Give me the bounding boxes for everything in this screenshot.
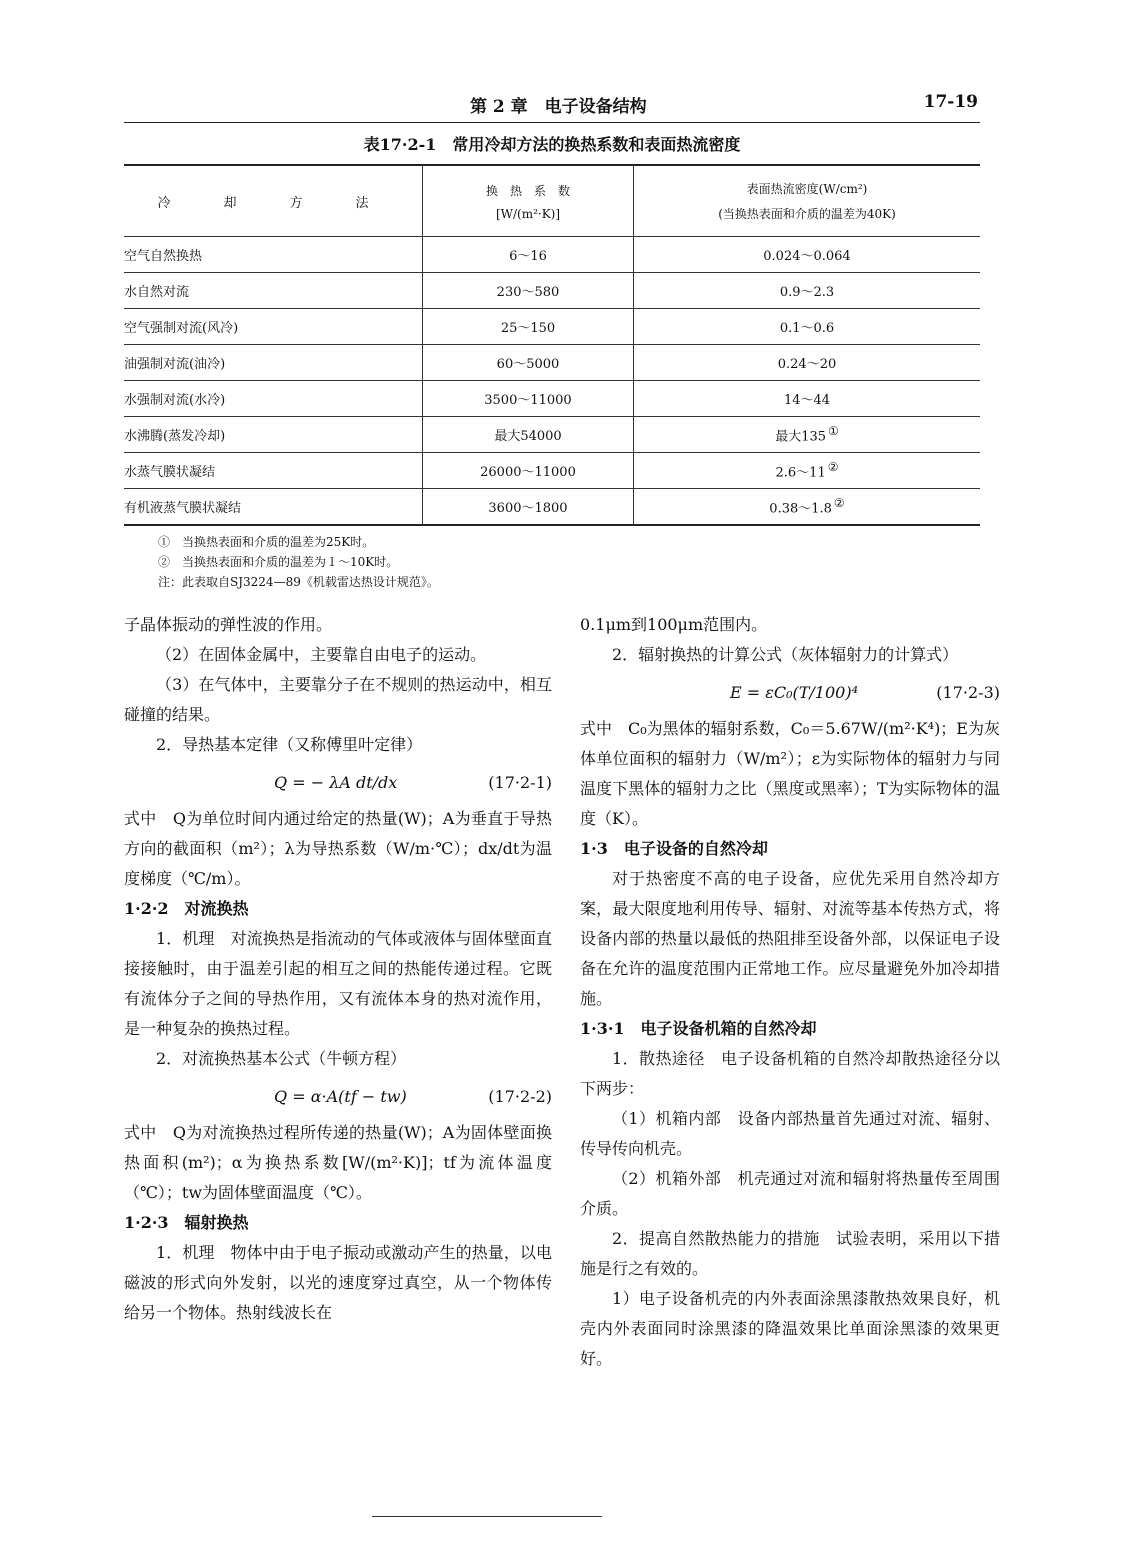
cell-coefficient: 最大54000 bbox=[423, 417, 634, 453]
cell-flux bbox=[634, 417, 981, 453]
cell-coefficient: 25～150 bbox=[423, 309, 634, 345]
header-method: 冷 却 方 法 bbox=[124, 165, 423, 237]
paragraph: （3）在气体中，主要靠分子在不规则的热运动中，相互碰撞的结果。 bbox=[124, 675, 552, 724]
cell-method: 水强制对流(水冷) bbox=[124, 381, 423, 417]
equation-number: (17·2-2) bbox=[488, 1087, 552, 1106]
chapter-title: 第 2 章 电子设备结构 bbox=[470, 97, 647, 117]
paragraph: 1．机理 对流换热是指流动的气体或液体与固体壁面直接接触时，由于温差引起的相互之间的热能传递过程。它既有流体分子之间的导热作用，又有流体本身的热对流作用，是一种复杂的换热过程。 bbox=[124, 929, 552, 1038]
cell-method: 水自然对流 bbox=[124, 273, 423, 309]
formula-expression: Q = − λA dt/dx bbox=[274, 773, 398, 792]
cell-method: 有机液蒸气膜状凝结 bbox=[124, 489, 423, 526]
paragraph: 1．机理 物体中由于电子振动或激动产生的热量，以电磁波的形式向外发射，以光的速度穿过真空，从一个物体传给另一个物体。热射线波长在 bbox=[124, 1243, 552, 1322]
flux-value: 0.024～0.064 bbox=[763, 249, 851, 264]
table-row bbox=[124, 309, 980, 345]
table-row bbox=[124, 489, 980, 526]
cell-method: 油强制对流(油冷) bbox=[124, 345, 423, 381]
flux-value: 14～44 bbox=[783, 393, 831, 408]
paragraph: 1）电子设备机壳的内外表面涂黑漆散热效果良好，机壳内外表面同时涂黑漆的降温效果比单面涂黑漆的效果更好。 bbox=[580, 1289, 1000, 1368]
cell-flux bbox=[634, 489, 981, 526]
page-number: 17-19 bbox=[923, 92, 978, 112]
formula-fourier bbox=[124, 764, 552, 800]
equation-number: (17·2-3) bbox=[936, 683, 1000, 702]
footnote-mark: ② bbox=[827, 460, 839, 475]
table-header-row bbox=[124, 165, 980, 237]
footnote-mark: ② bbox=[833, 496, 845, 511]
flux-value: 0.24～20 bbox=[777, 357, 837, 372]
flux-value: 0.38～1.8 bbox=[769, 501, 832, 517]
table-row bbox=[124, 237, 980, 273]
paragraph: （2）机箱外部 机壳通过对流和辐射将热量传至周围介质。 bbox=[580, 1169, 1000, 1218]
cell-coefficient: 230～580 bbox=[423, 273, 634, 309]
header-coefficient-unit: [W/(m²·K)] bbox=[495, 206, 561, 221]
formula-radiation bbox=[580, 674, 1000, 710]
cell-method: 空气强制对流(风冷) bbox=[124, 309, 423, 345]
paragraph: 2．提高自然散热能力的措施 试验表明，采用以下措施是行之有效的。 bbox=[580, 1229, 1000, 1278]
cell-coefficient: 60～5000 bbox=[423, 345, 634, 381]
formula-newton bbox=[124, 1078, 552, 1114]
table-row bbox=[124, 273, 980, 309]
section-heading: 1·3·1 电子设备机箱的自然冷却 bbox=[580, 1019, 817, 1038]
flux-value: 0.1～0.6 bbox=[779, 321, 835, 336]
formula-expression: Q = α·A(tf − tw) bbox=[274, 1087, 407, 1106]
right-column bbox=[580, 610, 1000, 1374]
paragraph: 2．辐射换热的计算公式（灰体辐射力的计算式） bbox=[612, 645, 959, 664]
equation-number: (17·2-1) bbox=[488, 773, 552, 792]
section-heading: 1·2·3 辐射换热 bbox=[124, 1213, 249, 1232]
section-heading: 1·2·2 对流换热 bbox=[124, 899, 249, 918]
cell-flux bbox=[634, 237, 981, 273]
section-heading: 1·3 电子设备的自然冷却 bbox=[580, 839, 768, 858]
cell-coefficient: 3500～11000 bbox=[423, 381, 634, 417]
paragraph: （2）在固体金属中，主要靠自由电子的运动。 bbox=[156, 645, 487, 664]
cooling-table bbox=[124, 164, 980, 526]
flux-value: 2.6～11 bbox=[775, 465, 826, 481]
cell-flux bbox=[634, 273, 981, 309]
paragraph: 1．散热途径 电子设备机箱的自然冷却散热途径分以下两步： bbox=[580, 1049, 1000, 1098]
paragraph: 子晶体振动的弹性波的作用。 bbox=[124, 615, 333, 634]
cell-flux bbox=[634, 381, 981, 417]
paragraph: 式中 C₀为黑体的辐射系数，C₀＝5.67W/(m²·K⁴)；E为灰体单位面积的辐射力（W/m²）；ε为实际物体的辐射力与同温度下黑体的辐射力之比（黑度或黑率）；T为实际物体的温度（K）。 bbox=[580, 719, 1000, 828]
cell-method: 水蒸气膜状凝结 bbox=[124, 453, 423, 489]
paragraph: 对于热密度不高的电子设备，应优先采用自然冷却方案，最大限度地利用传导、辐射、对流等基本传热方式，将设备内部的热量以最低的热阻排至设备外部，以保证电子设备在允许的温度范围内正常地工作。应尽量避免外加冷却措施。 bbox=[580, 869, 1000, 1008]
cell-coefficient: 3600～1800 bbox=[423, 489, 634, 526]
header-flux bbox=[634, 165, 981, 237]
bottom-divider bbox=[372, 1516, 602, 1517]
paragraph: 2．导热基本定律（又称傅里叶定律） bbox=[156, 735, 423, 754]
paragraph: （1）机箱内部 设备内部热量首先通过对流、辐射、传导传向机壳。 bbox=[580, 1109, 1000, 1158]
cell-method: 空气自然换热 bbox=[124, 237, 423, 273]
table-source-note: 注：此表取自SJ3224—89《机载雷达热设计规范》。 bbox=[158, 575, 439, 589]
cell-flux bbox=[634, 453, 981, 489]
header-flux-note: (当换热表面和介质的温差为40K) bbox=[718, 207, 896, 221]
table-row bbox=[124, 417, 980, 453]
cell-flux bbox=[634, 345, 981, 381]
cell-coefficient: 6～16 bbox=[423, 237, 634, 273]
header-coefficient bbox=[423, 165, 634, 237]
table-footnote-2: ② 当换热表面和介质的温差为１～10K时。 bbox=[158, 555, 399, 569]
table-footnote-1: ① 当换热表面和介质的温差为25K时。 bbox=[158, 535, 375, 549]
footnote-mark: ① bbox=[828, 424, 839, 439]
table-row bbox=[124, 381, 980, 417]
table-notes bbox=[158, 532, 439, 592]
paragraph: 式中 Q为单位时间内通过给定的热量(W)；A为垂直于导热方向的截面积（m²）；λ为导热系数（W/m·℃）；dx/dt为温度梯度（℃/m）。 bbox=[124, 809, 552, 888]
paragraph: 2．对流换热基本公式（牛顿方程） bbox=[156, 1049, 407, 1068]
cell-coefficient: 26000～11000 bbox=[423, 453, 634, 489]
page-header bbox=[124, 92, 980, 123]
table-row bbox=[124, 453, 980, 489]
cell-flux bbox=[634, 309, 981, 345]
table-title: 表17·2-1 常用冷却方法的换热系数和表面热流密度 bbox=[363, 135, 741, 154]
flux-value: 0.9～2.3 bbox=[779, 285, 835, 300]
cell-method: 水沸腾(蒸发冷却) bbox=[124, 417, 423, 453]
table-row bbox=[124, 345, 980, 381]
paragraph: 0.1μm到100μm范围内。 bbox=[580, 615, 768, 634]
header-coefficient-label: 换 热 系 数 bbox=[485, 183, 570, 198]
left-column bbox=[124, 610, 552, 1328]
flux-value: 最大135 bbox=[775, 429, 827, 445]
header-flux-label: 表面热流密度(W/cm²) bbox=[746, 182, 868, 196]
paragraph: 式中 Q为对流换热过程所传递的热量(W)；A为固体壁面换热面积(m²)；α为换热系数[W/(m²·K)]；tf为流体温度（℃）；tw为固体壁面温度（℃）。 bbox=[124, 1123, 552, 1202]
formula-expression: E = εC₀(T/100)⁴ bbox=[730, 683, 858, 702]
